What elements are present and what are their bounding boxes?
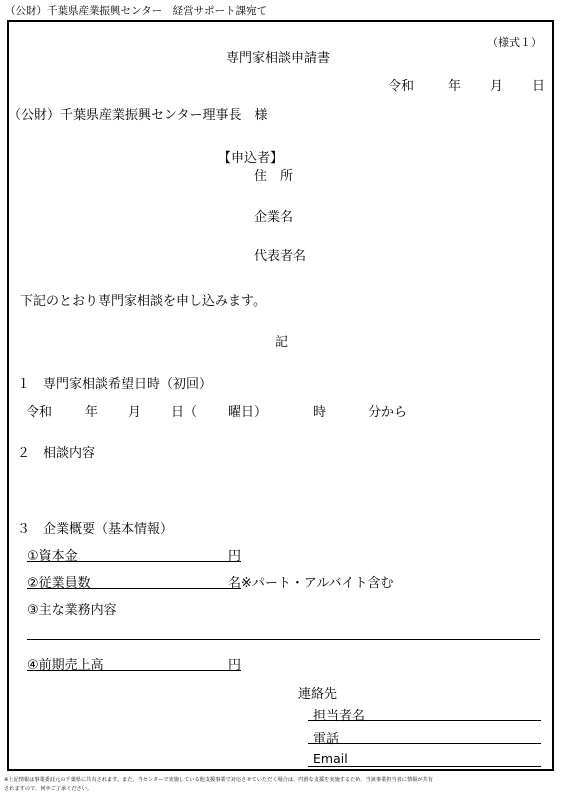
- contact-phone-underline: [308, 743, 541, 744]
- form-title: 専門家相談申請書: [226, 51, 331, 66]
- footer-note-line2: されますので、何卒ご了承ください。: [4, 786, 93, 792]
- applicant-company-label: 企業名: [254, 210, 294, 225]
- s1-weekday: 曜日）: [228, 405, 268, 420]
- business-underline: [27, 639, 540, 640]
- applicant-representative-label: 代表者名: [254, 249, 307, 264]
- contact-person-label: 担当者名: [313, 709, 366, 724]
- s1-hour: 時: [313, 405, 327, 420]
- s1-era: 令和: [26, 405, 53, 420]
- employees-underline: [27, 588, 241, 589]
- capital-underline: [27, 561, 241, 562]
- header-org-dept: （公財）千葉県産業振興センター 経営サポート課宛て: [5, 5, 268, 17]
- contact-person-underline: [308, 720, 541, 721]
- section1-heading: １ 専門家相談希望日時（初回）: [17, 377, 213, 392]
- employees-unit: 名※パート・アルバイト含む: [228, 576, 394, 591]
- date-month: 月: [490, 79, 504, 94]
- sales-unit: 円: [228, 658, 242, 673]
- capital-label: ①資本金: [27, 549, 78, 564]
- contact-email-underline: [308, 766, 541, 767]
- date-day: 日: [532, 79, 546, 94]
- section2-heading: ２ 相談内容: [17, 446, 96, 461]
- applicant-heading: 【申込者】: [218, 151, 284, 166]
- business-label: ③主な業務内容: [27, 603, 117, 618]
- date-era: 令和: [388, 79, 415, 94]
- form-number: （様式１）: [487, 36, 542, 49]
- addressee: （公財）千葉県産業振興センター理事長 様: [8, 108, 268, 123]
- capital-unit: 円: [228, 549, 242, 564]
- s1-year: 年: [85, 405, 99, 420]
- contact-phone-label: 電話: [313, 732, 340, 747]
- section3-heading: ３ 企業概要（基本情報）: [17, 522, 174, 537]
- s1-minute: 分から: [368, 405, 408, 420]
- date-year: 年: [448, 79, 462, 94]
- contact-heading: 連絡先: [298, 687, 338, 702]
- employees-label: ②従業員数: [27, 576, 91, 591]
- contact-email-label: Email: [313, 751, 348, 766]
- s1-day: 日（: [171, 405, 198, 420]
- s1-month: 月: [128, 405, 142, 420]
- request-text: 下記のとおり専門家相談を申し込みます。: [20, 294, 266, 309]
- sales-label: ④前期売上高: [27, 658, 104, 673]
- footer-note-line1: ※上記情報は事業委託元の千葉県に共有されます。また、当センターで実施している他支援事業で対応させていただく場合は、円滑な支援を実施するため、当該事業担当者に情報が共有: [4, 777, 433, 783]
- applicant-address-label: 住 所: [254, 169, 294, 184]
- ki-label: 記: [275, 335, 289, 350]
- sales-underline: [27, 670, 241, 671]
